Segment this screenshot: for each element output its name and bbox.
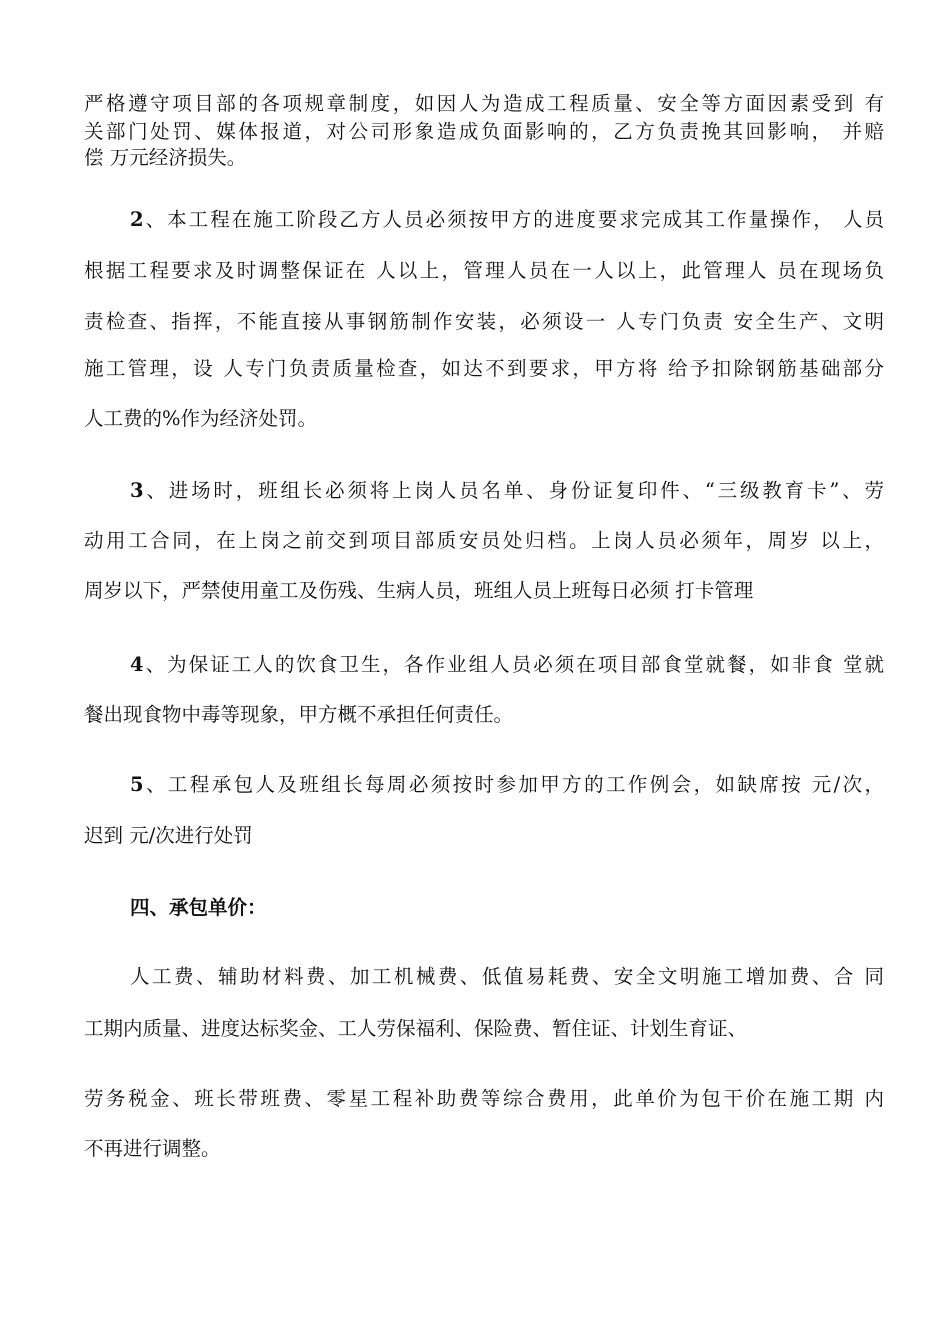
intro-line-2: 关部门处罚、媒体报道，对公司形象造成负面影响的，乙方负责挽其回影响， 并赔 xyxy=(84,120,884,143)
clause-2-line-2: 根据工程要求及时调整保证在 人以上，管理人员在一人以上，此管理人 员在现场负 xyxy=(84,259,884,282)
clause-4-line-2: 餐出现食物中毒等现象，甲方概不承担任何责任。 xyxy=(84,703,514,726)
clause-5-line-1 xyxy=(130,773,884,797)
clause-3-number: 3 xyxy=(130,479,144,502)
clause-4-line-1 xyxy=(130,653,884,677)
clause-4-text: 、为保证工人的饮食卫生，各作业组人员必须在项目部食堂就餐，如非食 堂就 xyxy=(143,653,884,676)
clause-3-line-3: 周岁以下，严禁使用童工及伤残、生病人员，班组人员上班每日必须 打卡管理 xyxy=(84,579,754,602)
pricing-line-2: 工期内质量、进度达标奖金、工人劳保福利、保险费、暂住证、计划生育证、 xyxy=(84,1017,748,1040)
clause-2-line-3: 责检查、指挥，不能直接从事钢筋制作安装，必须设一 人专门负责 安全生产、文明 xyxy=(84,310,884,333)
intro-line-3: 偿 万元经济损失。 xyxy=(84,146,247,169)
clause-2-line-5: 人工费的%作为经济处罚。 xyxy=(84,407,318,430)
clause-3-line-2: 动用工合同，在上岗之前交到项目部质安员处归档。上岗人员必须年，周岁 以上， xyxy=(84,529,884,552)
clause-2-line-4: 施工管理，设 人专门负责质量检查，如达不到要求，甲方将 给予扣除钢筋基础部分 xyxy=(84,357,884,380)
intro-line-1: 严格遵守项目部的各项规章制度，如因人为造成工程质量、安全等方面因素受到 有 xyxy=(84,92,884,115)
clause-2-number: 2 xyxy=(130,208,144,231)
pricing-line-4: 不再进行调整。 xyxy=(84,1137,221,1160)
clause-2-line-1 xyxy=(130,208,884,232)
pricing-line-3: 劳务税金、班长带班费、零星工程补助费等综合费用，此单价为包干价在施工期 内 xyxy=(84,1087,884,1110)
clause-5-number: 5 xyxy=(130,773,144,796)
clause-2-text: 、本工程在施工阶段乙方人员必须按甲方的进度要求完成其工作量操作， 人员 xyxy=(143,208,884,231)
clause-5-text: 、工程承包人及班组长每周必须按时参加甲方的工作例会，如缺席按 元/次， xyxy=(143,773,884,796)
clause-4-number: 4 xyxy=(130,653,144,676)
section-4-heading: 四、承包单价： xyxy=(130,896,267,919)
clause-3-line-1 xyxy=(130,479,884,503)
pricing-line-1: 人工费、辅助材料费、加工机械费、低值易耗费、安全文明施工增加费、合 同 xyxy=(130,965,884,988)
clause-3-text: 、进场时，班组长必须将上岗人员名单、身份证复印件、“三级教育卡”、劳 xyxy=(143,479,884,502)
clause-5-line-2: 迟到 元/次进行处罚 xyxy=(84,824,253,847)
